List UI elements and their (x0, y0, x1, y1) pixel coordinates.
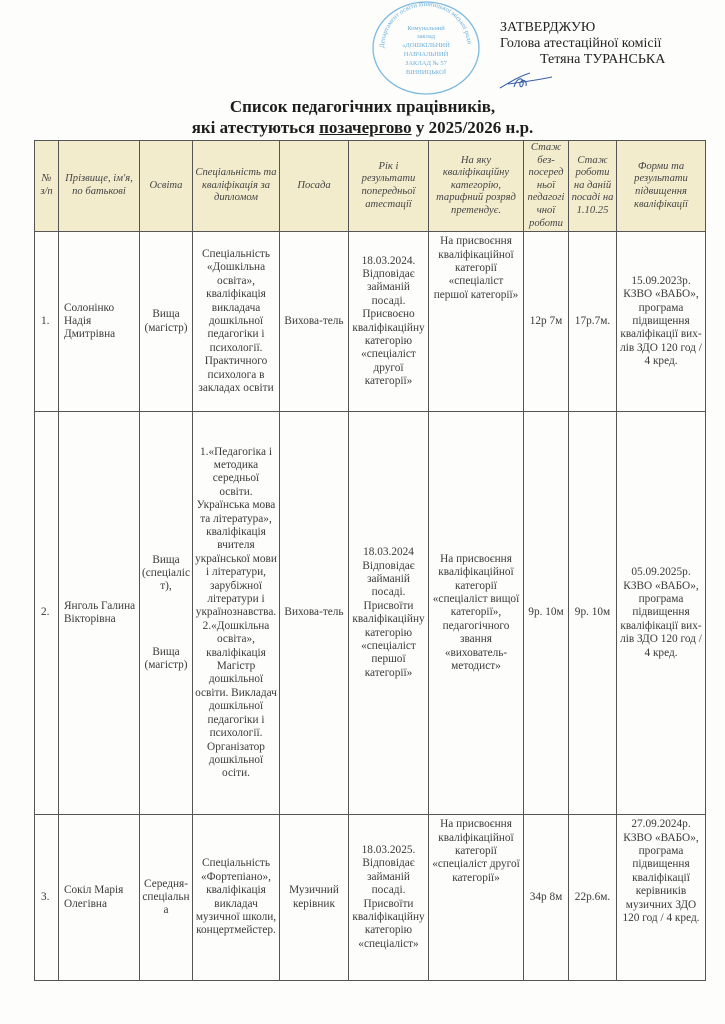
cell-number: 1. (35, 232, 59, 412)
table-row (35, 412, 706, 815)
cell-name: Янголь Галина Вікторівна (59, 412, 140, 815)
cell-prev-attestation: 18.03.2024 Відповідає займаній посаді. Присвоїти кваліфікаційну категорію «спеціаліст першої категорії» (349, 412, 429, 815)
staff-attestation-table (34, 140, 706, 981)
education-primary: Вища (спеціаліст), (142, 553, 190, 593)
header-number: № з/п (35, 141, 59, 232)
cell-position-experience: 17р.7м. (569, 232, 617, 412)
cell-education (140, 412, 193, 815)
cell-name: Сокіл Марія Олегівна (59, 815, 140, 981)
cell-ped-experience: 12р 7м (524, 232, 569, 412)
cell-number: 3. (35, 815, 59, 981)
stamp-line: заклад (416, 33, 436, 40)
stamp-line: «ДОШКІЛЬНИЙ (402, 42, 450, 49)
approval-block (500, 20, 665, 68)
institution-stamp (370, 0, 482, 96)
table-row (35, 815, 706, 981)
education-secondary: Вища (магістр) (144, 645, 188, 672)
cell-prev-attestation: 18.03.2024. Відповідає займаній посаді. Присвоєно кваліфікаційну категорію «спеціаліст другої категорії» (349, 232, 429, 412)
stamp-line: НАВЧАЛЬНИЙ (403, 51, 449, 58)
table-row (35, 232, 706, 412)
cell-target-category: На присвоєння кваліфікаційної категорії «спеціаліст вищої категорії», педагогічного звання «вихователь-методист» (429, 412, 524, 815)
header-name: Прізвище, ім'я, по батькові (59, 141, 140, 232)
table-header-row (35, 141, 706, 232)
cell-position-experience: 9р. 10м (569, 412, 617, 815)
stamp-line: ВІННИЦЬКОЇ (405, 69, 447, 76)
document-title: Список педагогічних працівників, (229, 97, 496, 116)
cell-ped-experience: 9р. 10м (524, 412, 569, 815)
signature-icon (496, 70, 556, 92)
approval-heading: ЗАТВЕРДЖУЮ (500, 20, 596, 35)
cell-specialty: 1.«Педагогіка і методика середньої освіти. Українська мова та література», кваліфікація вчителя української мови і літератури, зарубіжної літератури і українознавства. 2.«Дошкільна освіта», кваліфікація Магістр дошкільної освіти. Викладач дошкільної педагогіки і психології. Організатор дошкільної осіти. (193, 412, 280, 815)
header-position: Посада (280, 141, 349, 232)
cell-number: 2. (35, 412, 59, 815)
cell-education: Середня-спеціальна (140, 815, 193, 981)
header-ped-experience: Стаж без-посеред ньої педагогі чної роботи (524, 141, 569, 232)
subtitle-suffix: у 2025/2026 н.р. (411, 118, 534, 137)
header-prev-attestation: Рік і результати попередньої атестації (349, 141, 429, 232)
stamp-ring-text: Департамент освіти Вінницької міської ради (378, 0, 473, 49)
cell-training: 15.09.2023р. КЗВО «ВАБО», програма підвищення кваліфікації вих-лів ЗДО 120 год / 4 кред. (617, 232, 706, 412)
cell-name: Солонінко Надія Дмитрівна (59, 232, 140, 412)
cell-target-category: На присвоєння кваліфікаційної категорії «спеціаліст першої категорії» (429, 232, 524, 412)
cell-specialty: Спеціальність «Дошкільна освіта», кваліфікація викладача дошкільної педагогіки і психології. Практичного психолога в закладах освіти (193, 232, 280, 412)
cell-training: 27.09.2024р. КЗВО «ВАБО», програма підвищення кваліфікації керівників музичних ЗДО 120 год / 4 кред. (617, 815, 706, 981)
cell-position: Музичний керівник (280, 815, 349, 981)
stamp-line: Комунальний (407, 25, 445, 32)
subtitle-emphasis: позачергово (319, 118, 412, 137)
approval-signatory: Тетяна ТУРАНСЬКА (540, 52, 666, 67)
subtitle-prefix: які атестуються (191, 118, 320, 137)
cell-target-category: На присвоєння кваліфікаційної категорії «спеціаліст другої категорії» (429, 815, 524, 981)
approval-role: Голова атестаційної комісії (500, 36, 662, 51)
cell-position: Вихова-тель (280, 232, 349, 412)
cell-position-experience: 22р.6м. (569, 815, 617, 981)
header-education: Освіта (140, 141, 193, 232)
header-target-category: На яку кваліфікаційну категорію, тарифний розряд претендує. (429, 141, 524, 232)
header-training: Форми та результати підвищення кваліфікації (617, 141, 706, 232)
document-subtitle (0, 118, 725, 138)
cell-ped-experience: 34р 8м (524, 815, 569, 981)
cell-training: 05.09.2025р. КЗВО «ВАБО», програма підвищення кваліфікації вих-лів ЗДО 120 год / 4 кред. (617, 412, 706, 815)
cell-specialty: Спеціальність «Фортепіано», кваліфікація викладач музичної школи, концертмейстер. (193, 815, 280, 981)
cell-prev-attestation: 18.03.2025. Відповідає займаній посаді. Присвоїти кваліфікаційну категорію «спеціаліст» (349, 815, 429, 981)
header-specialty: Спеціальність та кваліфікація за дипломом (193, 141, 280, 232)
header-position-experience: Стаж роботи на даній посаді на 1.10.25 (569, 141, 617, 232)
stamp-line: ЗАКЛАД № 57 (405, 60, 447, 67)
cell-position: Вихова-тель (280, 412, 349, 815)
cell-education: Вища (магістр) (140, 232, 193, 412)
